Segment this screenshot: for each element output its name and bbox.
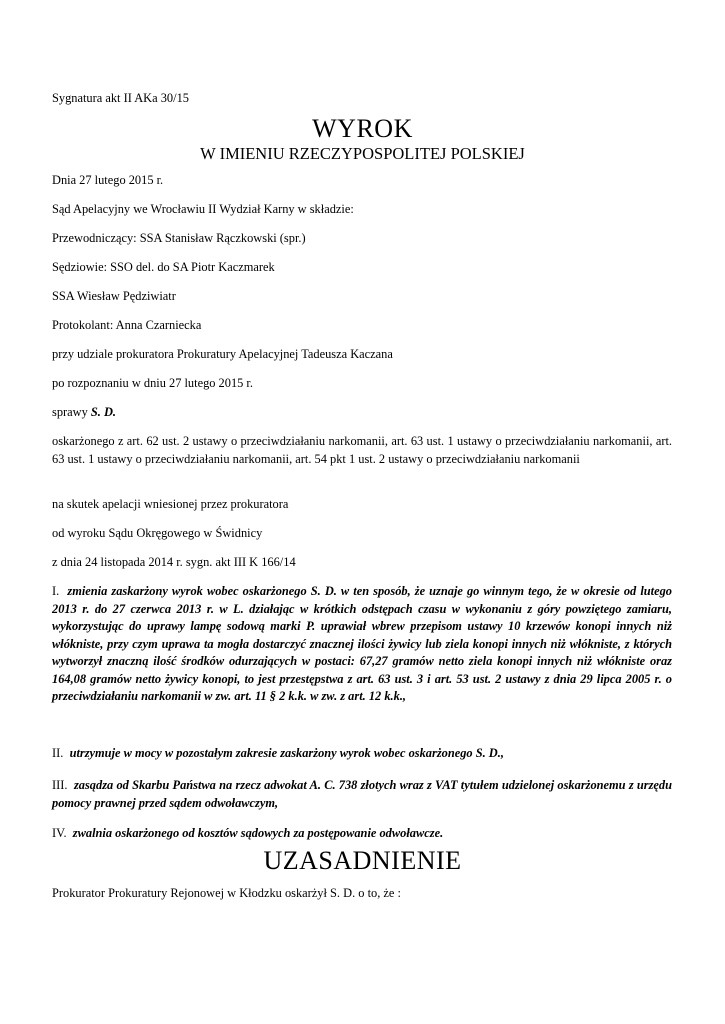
- appeal-line: na skutek apelacji wniesionej przez prokuratora: [52, 497, 289, 511]
- judgment-subtitle: W IMIENIU RZECZYPOSPOLITEJ POLSKIEJ: [200, 144, 525, 163]
- ruling-text: zwalnia oskarżonego od kosztów sądowych za postępowanie odwoławcze.: [72, 826, 444, 840]
- ruling-number: II.: [52, 746, 64, 760]
- ruling-number: IV.: [52, 826, 67, 840]
- ruling-item: [52, 583, 672, 706]
- case-signature: Sygnatura akt II AKa 30/15: [52, 91, 189, 105]
- judgment-title: WYROK: [312, 114, 413, 143]
- presiding-judge: Przewodniczący: SSA Stanisław Rączkowski (spr.): [52, 231, 306, 245]
- ruling-text: zasądza od Skarbu Państwa na rzecz adwokat A. C. 738 złotych wraz z VAT tytułem udzielonej oskarżonemu z urzędu pomocy prawnej przed sądem odwoławczym,: [52, 778, 672, 810]
- ruling-text: utrzymuje w mocy w pozostałym zakresie zaskarżony wyrok wobec oskarżonego S. D.,: [69, 746, 504, 760]
- appealed-judgment-date: z dnia 24 listopada 2014 r. sygn. akt III K 166/14: [52, 555, 296, 569]
- case-line: [52, 403, 672, 421]
- ruling-number: I.: [52, 584, 60, 598]
- case-prefix: sprawy: [52, 405, 91, 419]
- prosecutor-line: przy udziale prokuratora Prokuratury Apelacyjnej Tadeusza Kaczana: [52, 347, 393, 361]
- ruling-item: [52, 825, 672, 843]
- justification-title: UZASADNIENIE: [263, 846, 462, 875]
- hearing-date: po rozpoznaniu w dniu 27 lutego 2015 r.: [52, 376, 253, 390]
- judgment-date: Dnia 27 lutego 2015 r.: [52, 173, 164, 187]
- judges: Sędziowie: SSO del. do SA Piotr Kaczmarek: [52, 260, 275, 274]
- second-judge: SSA Wiesław Pędziwiatr: [52, 289, 176, 303]
- ruling-text: zmienia zaskarżony wyrok wobec oskarżonego S. D. w ten sposób, że uznaje go winnym tego, że w okresie od lutego 2013 r. do 27 czerwca 2013 r. w L. działając w krótkich odstępach czasu w wykonaniu z góry powziętego zamiaru, wykorzystując do uprawy lampę sodową marki P. uprawiał wbrew przepisom ustawy 10 krzewów konopi innych niż włókniste, przy czym uprawa ta mogła dostarczyć znacznej ilości żywicy lub ziela konopi innych niż włókniste, z których wytworzył znaczną ilość środków odurzających w postaci: 67,27 gramów netto ziela konopi innych niż włókniste oraz 164,08 gramów netto żywicy konopi, to jest przestępstwa z art. 63 ust. 3 i art. 53 ust. 2 ustawy z dnia 29 lipca 2005 r. o przeciwdziałaniu narkomanii w zw. art. 11 § 2 k.k. w zw. z art. 12 k.k.,: [52, 584, 672, 703]
- ruling-item: [52, 745, 672, 763]
- ruling-item: [52, 777, 672, 812]
- appealed-judgment: od wyroku Sądu Okręgowego w Świdnicy: [52, 526, 263, 540]
- court-composition: Sąd Apelacyjny we Wrocławiu II Wydział Karny w składzie:: [52, 202, 354, 216]
- accused-charges: oskarżonego z art. 62 ust. 2 ustawy o przeciwdziałaniu narkomanii, art. 63 ust. 1 ustawy o przeciwdziałaniu narkomanii, art. 63 ust. 1 ustawy o przeciwdziałaniu narkomanii, art. 54 pkt 1 ust. 2 ustawy o przeciwdziałaniu narkomanii: [52, 434, 672, 466]
- court-clerk: Protokolant: Anna Czarniecka: [52, 318, 202, 332]
- case-name: S. D.: [90, 405, 117, 419]
- justification-text: Prokurator Prokuratury Rejonowej w Kłodzku oskarżył S. D. o to, że :: [52, 886, 401, 900]
- ruling-number: III.: [52, 778, 68, 792]
